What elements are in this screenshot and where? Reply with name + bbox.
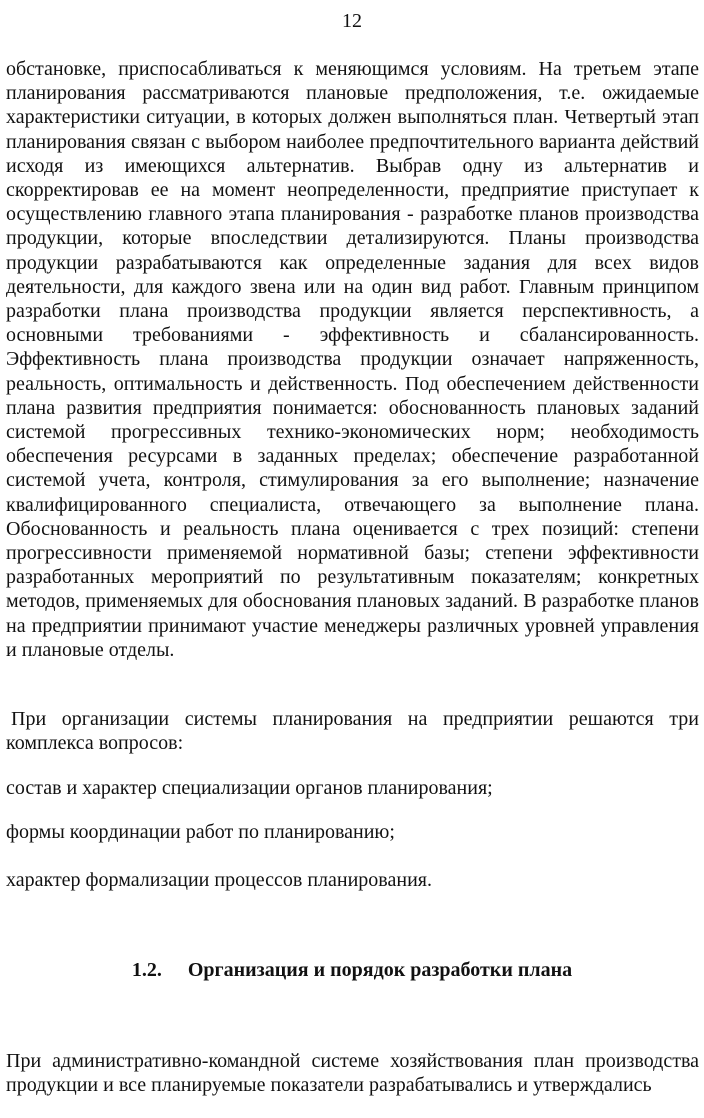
list-item: состав и характер специализации органов планирования;: [6, 777, 493, 799]
section-heading: [0, 958, 704, 982]
list-item: формы координации работ по планированию;: [6, 821, 395, 843]
body-paragraph-main: обстановке, приспосабливаться к меняющимся условиям. На третьем этапе планирования рассматриваются плановые предположения, т.е. ожидаемые характеристики ситуации, в которых должен выполняться план. Четвертый этап планирования связан с выбором наиболее предпочтительного варианта действий исходя из имеющихся альтернатив. Выбрав одну из альтернатив и скорректировав ее на момент неопределенности, предприятие приступает к осуществлению главного этапа планирования - разработке планов производства продукции, которые впоследствии детализируются. Планы производства продукции разрабатываются как определенные задания для всех видов деятельности, для каждого звена или на один вид работ. Главным принципом разработки плана производства продукции является перспективность, а основными требованиями - эффективность и сбалансированность. Эффективность плана производства продукции означает напряженность, реальность, оптимальность и действенность. Под обеспечением действенности плана развития предприятия понимается: обоснованность плановых заданий системой прогрессивных технико-экономических норм; необходимость обеспечения ресурсами в заданных пределах; обеспечение разработанной системой учета, контроля, стимулирования за его выполнение; назначение квалифицированного специалиста, отвечающего за выполнение плана. Обоснованность и реальность плана оценивается с трех позиций: степени прогрессивности применяемой нормативной базы; степени эффективности разработанных мероприятий по результативным показателям; конкретных методов, применяемых для обоснования плановых заданий. В разработке планов на предприятии принимают участие менеджеры различных уровней управления и плановые отделы.: [6, 58, 699, 661]
body-paragraph-intro: При организации системы планирования на предприятии решаются три комплекса вопросов:: [6, 708, 699, 755]
body-paragraph-last: При административно-командной системе хозяйствования план производства продукции и все планируемые показатели разрабатывались и утверждались: [6, 1050, 699, 1097]
list-item: характер формализации процессов планирования.: [6, 869, 432, 891]
section-heading-title: Организация и порядок разработки плана: [187, 959, 573, 981]
section-heading-number: 1.2.: [131, 959, 162, 981]
page-number: 12: [342, 10, 362, 32]
